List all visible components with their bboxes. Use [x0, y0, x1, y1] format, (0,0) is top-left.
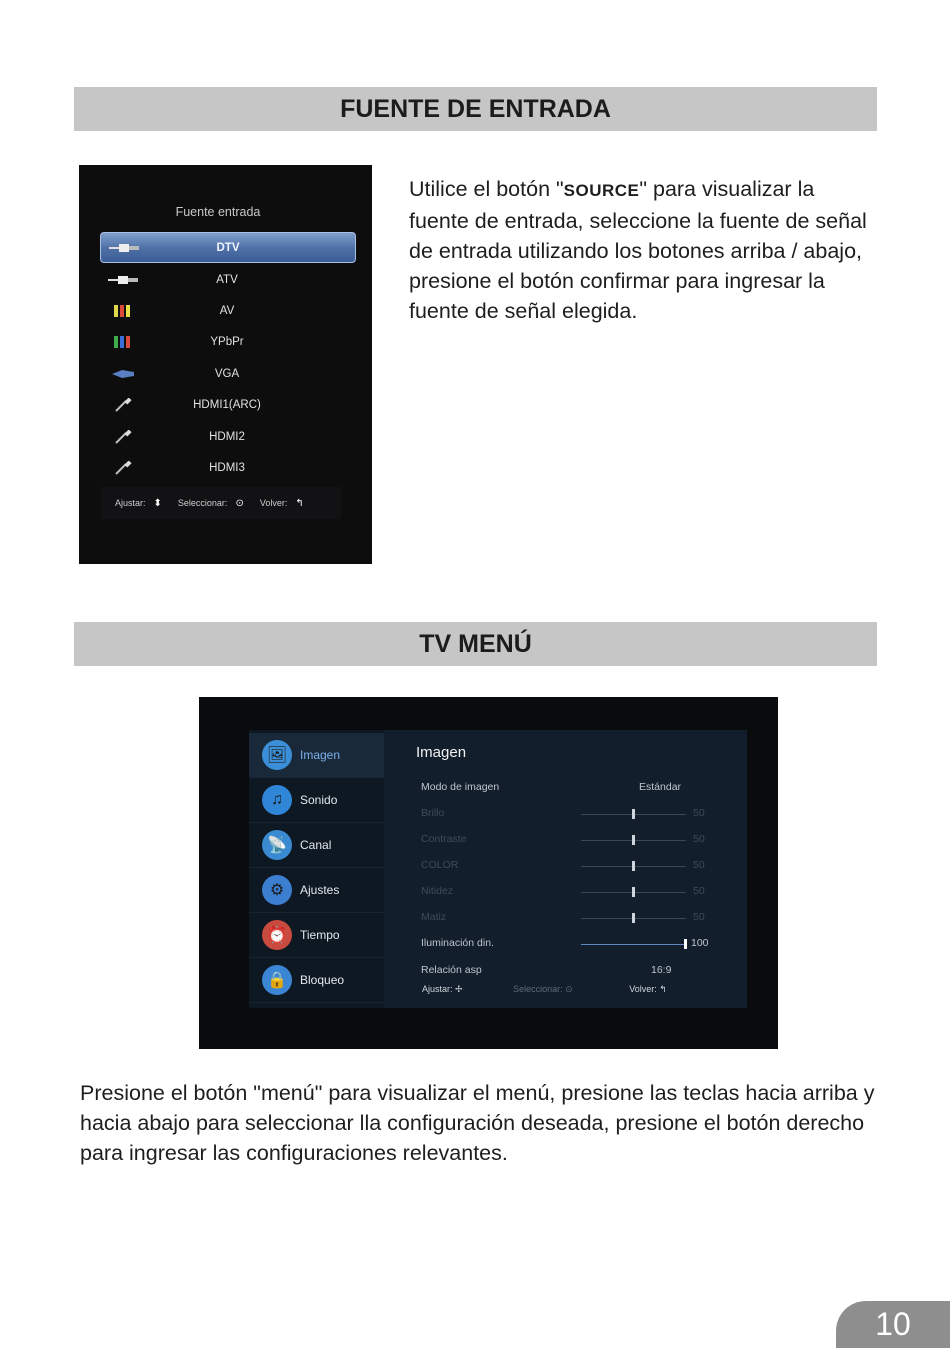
setting-name: COLOR	[421, 859, 459, 871]
section-title-tv-menu: TV MENÚ	[74, 622, 877, 666]
source-item-dtv[interactable]	[100, 232, 356, 263]
tv-menu-heading: Imagen	[416, 744, 467, 761]
footer-back-label: Volver:	[629, 984, 657, 994]
ok-button-icon: ⊙	[235, 497, 244, 509]
menu-item-bloqueo[interactable]	[249, 958, 384, 1003]
slider-knob[interactable]	[684, 939, 687, 949]
setting-row-contraste[interactable]	[421, 830, 711, 850]
clock-icon: ⏰	[262, 920, 292, 950]
setting-row-modo-imagen[interactable]	[421, 778, 711, 798]
source-item-label: HDMI2	[209, 431, 245, 443]
menu-item-label: Canal	[300, 838, 332, 852]
source-item-label: HDMI3	[209, 462, 245, 474]
setting-row-relacion-asp[interactable]	[421, 961, 711, 981]
setting-name: Contraste	[421, 833, 467, 845]
footer-select-label: Seleccionar:	[513, 984, 563, 994]
setting-value: 100	[691, 937, 709, 949]
source-instructions	[409, 174, 879, 326]
menu-item-sonido[interactable]	[249, 778, 384, 823]
setting-row-brillo[interactable]	[421, 804, 711, 824]
source-item-vga[interactable]	[100, 359, 354, 389]
menu-item-label: Sonido	[300, 793, 338, 807]
source-text-before: Utilice el botón "	[409, 177, 564, 201]
setting-row-matiz[interactable]	[421, 908, 711, 928]
back-arrow-icon: ↰	[295, 497, 304, 509]
setting-value: Estándar	[639, 781, 682, 793]
back-arrow-icon: ↰	[659, 984, 667, 994]
footer-select-label: Seleccionar:	[177, 498, 228, 508]
footer-adjust-label: Ajustar:	[422, 984, 453, 994]
slider-knob[interactable]	[632, 887, 635, 897]
source-item-av[interactable]	[100, 296, 354, 326]
setting-row-iluminacion[interactable]	[421, 934, 711, 954]
source-screen-footer	[101, 487, 341, 519]
tv-menu-screenshot	[199, 697, 778, 1049]
source-screen-screenshot	[79, 165, 372, 564]
setting-value: 50	[693, 859, 705, 871]
source-screen-title: Fuente entrada	[175, 205, 261, 219]
source-item-label: YPbPr	[210, 336, 244, 348]
setting-name: Relación asp	[421, 964, 482, 976]
music-note-icon: ♫	[262, 785, 292, 815]
slider-knob[interactable]	[632, 913, 635, 923]
source-item-label: HDMI1(ARC)	[193, 399, 261, 411]
menu-item-label: Ajustes	[300, 883, 340, 897]
tv-menu-panel	[249, 730, 747, 1008]
source-item-hdmi3[interactable]	[100, 453, 354, 483]
setting-value: 50	[693, 885, 705, 897]
source-key-name: SOURCE	[563, 181, 640, 200]
picture-icon: 🖼	[262, 740, 292, 770]
menu-item-tiempo[interactable]	[249, 913, 384, 958]
setting-name: Brillo	[421, 807, 445, 819]
setting-name: Matiz	[421, 911, 447, 923]
menu-item-imagen[interactable]	[249, 733, 384, 778]
menu-item-canal[interactable]	[249, 823, 384, 868]
source-item-label: DTV	[216, 241, 240, 254]
menu-item-label: Tiempo	[300, 928, 340, 942]
source-item-ypbpr[interactable]	[100, 327, 354, 357]
source-item-hdmi1[interactable]	[100, 390, 354, 420]
settings-globe-icon: ⚙	[262, 875, 292, 905]
tv-menu-footer	[422, 984, 722, 995]
setting-name: Modo de imagen	[421, 781, 500, 793]
setting-name: Iluminación din.	[421, 937, 494, 949]
slider-knob[interactable]	[632, 861, 635, 871]
padlock-icon: 🔒	[262, 965, 292, 995]
slider-knob[interactable]	[632, 809, 635, 819]
setting-value: 50	[693, 833, 705, 845]
setting-value: 50	[693, 911, 705, 923]
setting-value: 50	[693, 807, 705, 819]
setting-name: Nitidez	[421, 885, 454, 897]
up-down-arrows-icon: ⬍	[153, 497, 162, 509]
section-title-fuente-entrada: FUENTE DE ENTRADA	[74, 87, 877, 131]
source-item-hdmi2[interactable]	[100, 422, 354, 452]
source-item-label: ATV	[216, 274, 238, 286]
source-item-label: AV	[219, 305, 235, 317]
setting-value: 16:9	[651, 964, 672, 976]
menu-item-label: Imagen	[300, 748, 341, 762]
source-item-atv[interactable]	[100, 265, 354, 295]
satellite-dish-icon: 📡	[262, 830, 292, 860]
slider-track	[581, 944, 686, 945]
setting-row-nitidez[interactable]	[421, 882, 711, 902]
footer-adjust-label: Ajustar:	[115, 498, 146, 508]
slider-knob[interactable]	[632, 835, 635, 845]
menu-item-label: Bloqueo	[300, 973, 345, 987]
source-text-after: " para visualizar la fuente de entrada, seleccione la fuente de señal de entrada utilizando los botones arriba / abajo, presione el botón confirmar para ingresar la fuente de señal elegida.	[409, 177, 867, 323]
ok-button-icon: ⊙	[565, 984, 573, 994]
menu-item-ajustes[interactable]	[249, 868, 384, 913]
tv-menu-content	[384, 730, 747, 1008]
directional-arrows-icon: ✢	[455, 984, 463, 994]
tv-menu-sidebar	[249, 730, 384, 1008]
source-item-label: VGA	[214, 368, 240, 380]
page-number: 10	[836, 1301, 950, 1348]
footer-back-label: Volver:	[259, 498, 288, 508]
setting-row-color[interactable]	[421, 856, 711, 876]
menu-instructions: Presione el botón "menú" para visualizar el menú, presione las teclas hacia arriba y hacia abajo para seleccionar lla configuración deseada, presione el botón derecho para ingresar las configuraciones relevantes.	[80, 1081, 875, 1165]
